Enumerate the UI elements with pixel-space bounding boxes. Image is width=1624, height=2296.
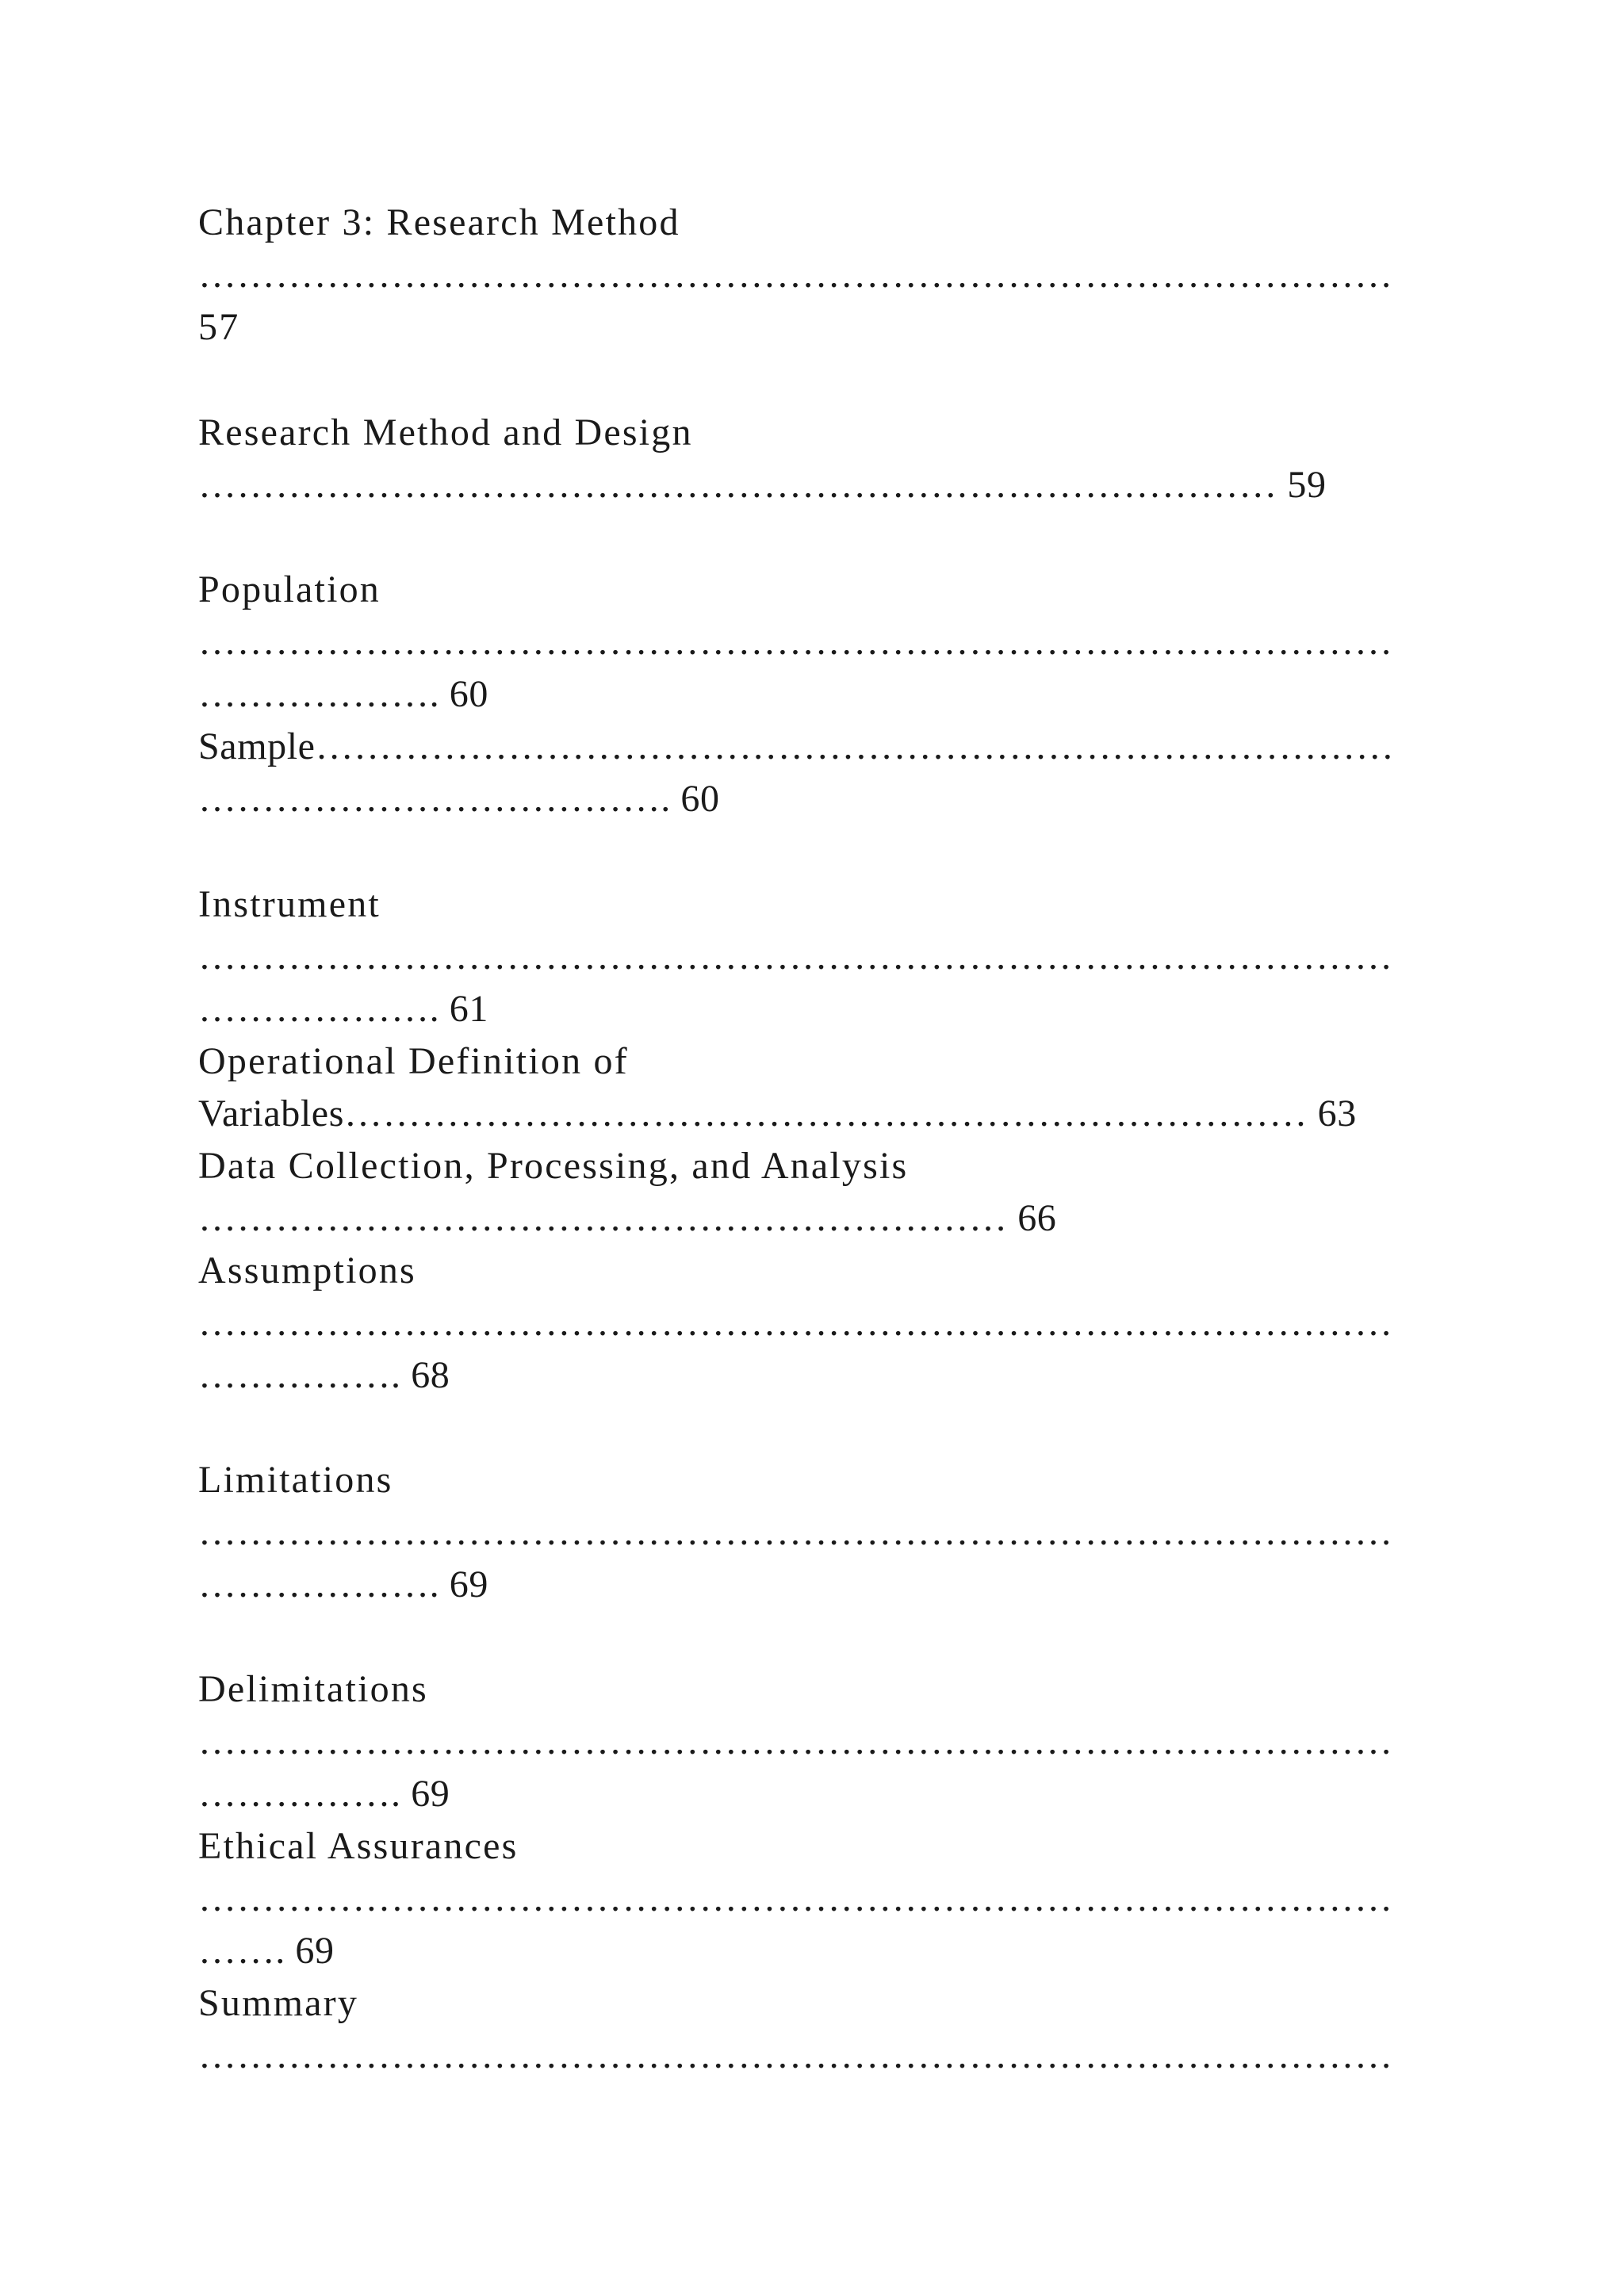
toc-instrument-page: ………………. 61: [198, 988, 488, 1030]
toc-limitations-leader: …………………………………………………………………………………: [198, 1511, 1393, 1553]
toc-ethical-assurances-leader: …………………………………………………………………………………: [198, 1877, 1393, 1919]
toc-ethical-assurances-title: Ethical Assurances: [198, 1825, 519, 1867]
toc-chapter-3-page: 57: [198, 306, 240, 348]
toc-data-collection-leader: ……………………………………………………… 66: [198, 1197, 1057, 1239]
toc-population-title: Population: [198, 568, 381, 610]
toc-assumptions-page: ……………. 68: [198, 1354, 450, 1396]
toc-population-page: ………………. 60: [198, 673, 488, 715]
toc-delimitations-page: ……………. 69: [198, 1773, 450, 1815]
toc-operational-definition-title: Operational Definition of: [198, 1040, 629, 1082]
toc-summary-title: Summary: [198, 1982, 359, 2024]
toc-limitations-title: Limitations: [198, 1459, 393, 1501]
toc-chapter-3-title: Chapter 3: Research Method: [198, 201, 680, 243]
toc-research-method-design-title: Research Method and Design: [198, 411, 693, 453]
toc-sample-page: ………………………………. 60: [198, 778, 720, 820]
toc-sample-leader: Sample…………………………………………………………………………: [198, 725, 1395, 767]
toc-chapter-3-leader: …………………………………………………………………………………: [198, 254, 1393, 296]
toc-assumptions-leader: …………………………………………………………………………………: [198, 1302, 1393, 1344]
toc-population-leader: …………………………………………………………………………………: [198, 621, 1393, 663]
toc-delimitations-title: Delimitations: [198, 1668, 428, 1710]
toc-operational-definition-leader: Variables………………………………………………………………… 63: [198, 1093, 1357, 1135]
toc-assumptions-title: Assumptions: [198, 1249, 416, 1292]
toc-data-collection-title: Data Collection, Processing, and Analysis: [198, 1145, 909, 1187]
toc-ethical-assurances-page: ……. 69: [198, 1930, 335, 1972]
toc-limitations-page: ………………. 69: [198, 1563, 488, 1605]
toc-research-method-design-leader: ………………………………………………………………………… 59: [198, 464, 1327, 506]
toc-instrument-leader: …………………………………………………………………………………: [198, 936, 1393, 978]
toc-summary-leader: …………………………………………………………………………………: [198, 2034, 1393, 2076]
toc-instrument-title: Instrument: [198, 883, 381, 925]
toc-delimitations-leader: …………………………………………………………………………………: [198, 1720, 1393, 1762]
